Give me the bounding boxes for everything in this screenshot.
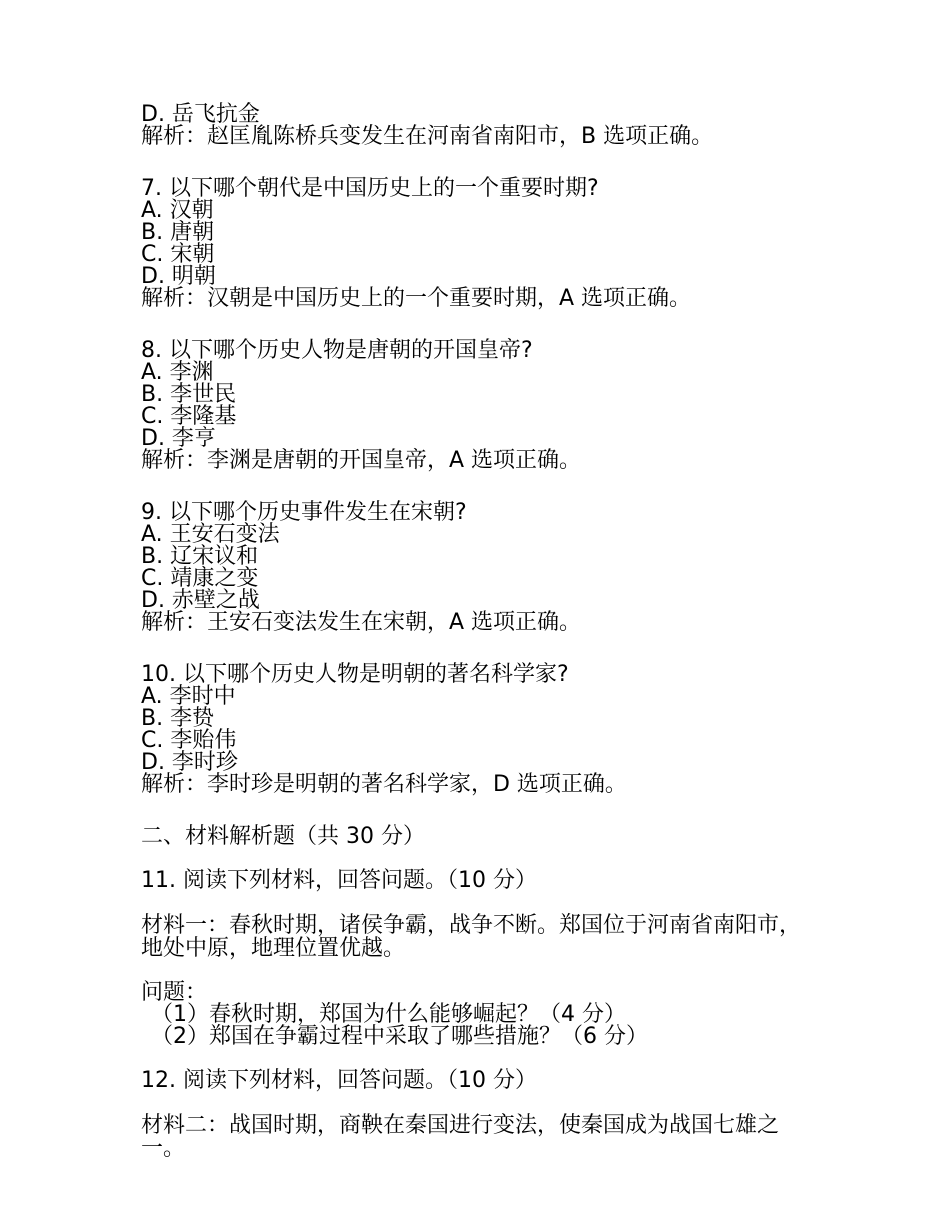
q12-prompt: 12. 阅读下列材料，回答问题。（10 分） — [141, 1068, 537, 1093]
q9-option-d: D. 赤壁之战 — [141, 588, 260, 613]
q12-material: 材料二：战国时期，商鞅在秦国进行变法，使秦国成为战国七雄之一。 — [141, 1113, 780, 1161]
q6-analysis: 解析：赵匡胤陈桥兵变发生在河南省南阳市，B 选项正确。 — [141, 124, 714, 149]
question-10 — [141, 664, 821, 796]
q8-option-b: B. 李世民 — [141, 382, 237, 407]
q9-question: 9. 以下哪个历史事件发生在宋朝? — [141, 500, 467, 525]
question-9 — [141, 502, 821, 634]
q11-sub-question-1: （1）春秋时期，郑国为什么能够崛起？（4 分） — [151, 1002, 626, 1027]
q11-prompt: 11. 阅读下列材料，回答问题。（10 分） — [141, 868, 537, 893]
q11-question-label: 问题： — [141, 980, 208, 1005]
q9-option-c: C. 靖康之变 — [141, 566, 259, 591]
document-page — [141, 104, 821, 1160]
q7-option-b: B. 唐朝 — [141, 220, 215, 245]
q8-option-c: C. 李隆基 — [141, 404, 237, 429]
q8-option-a: A. 李渊 — [141, 360, 214, 385]
section-2-heading: 二、材料解析题（共 30 分） — [141, 824, 425, 849]
q10-option-d: D. 李时珍 — [141, 750, 238, 775]
q11-sub-question-2: （2）郑国在争霸过程中采取了哪些措施？（6 分） — [151, 1024, 648, 1049]
question-12 — [141, 1070, 821, 1160]
q10-option-b: B. 李贽 — [141, 706, 215, 731]
q11-material: 材料一：春秋时期，诸侯争霸，战争不断。郑国位于河南省南阳市，地处中原，地理位置优越。 — [141, 913, 802, 961]
q10-option-a: A. 李时中 — [141, 684, 236, 709]
question-8 — [141, 340, 821, 472]
question-7 — [141, 178, 821, 310]
question-11 — [141, 870, 821, 1048]
q7-option-a: A. 汉朝 — [141, 198, 214, 223]
q7-question: 7. 以下哪个朝代是中国历史上的一个重要时期? — [141, 176, 599, 201]
q10-question: 10. 以下哪个历史人物是明朝的著名科学家? — [141, 662, 569, 687]
q6-option-d: D. 岳飞抗金 — [141, 102, 260, 127]
q9-analysis: 解析：王安石变法发生在宋朝，A 选项正确。 — [141, 610, 582, 635]
q7-analysis: 解析：汉朝是中国历史上的一个重要时期，A 选项正确。 — [141, 286, 692, 311]
q9-option-a: A. 王安石变法 — [141, 522, 280, 547]
q7-option-c: C. 宋朝 — [141, 242, 215, 267]
q7-option-d: D. 明朝 — [141, 264, 216, 289]
q8-question: 8. 以下哪个历史人物是唐朝的开国皇帝? — [141, 338, 533, 363]
q10-option-c: C. 李贻伟 — [141, 728, 237, 753]
q9-option-b: B. 辽宋议和 — [141, 544, 259, 569]
q8-option-d: D. 李亨 — [141, 426, 216, 451]
q8-analysis: 解析：李渊是唐朝的开国皇帝，A 选项正确。 — [141, 448, 582, 473]
q10-analysis: 解析：李时珍是明朝的著名科学家，D 选项正确。 — [141, 772, 627, 797]
